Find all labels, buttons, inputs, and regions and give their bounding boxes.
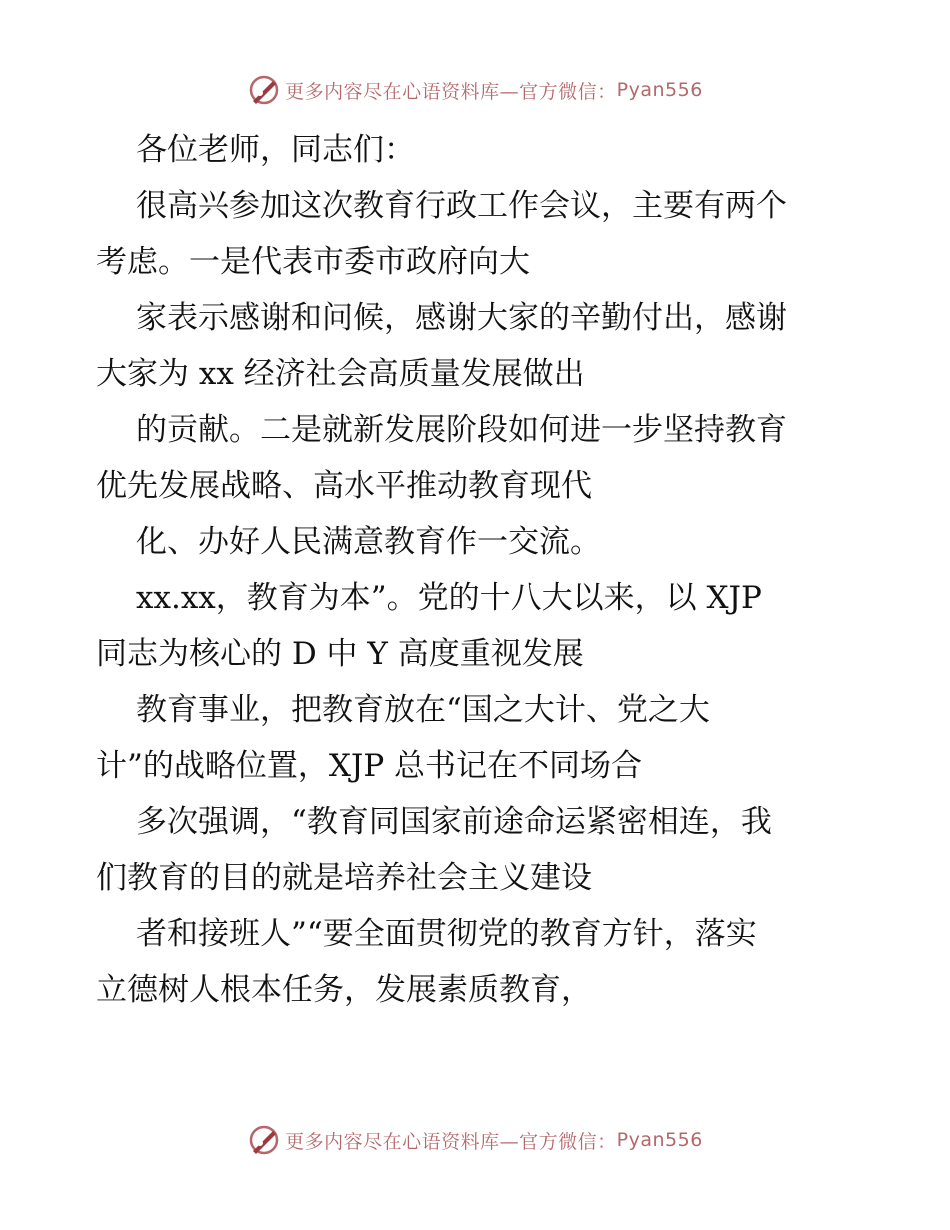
body-line: 同志为核心的 D 中 Y 高度重视发展 [96,636,584,672]
header-banner-text: 更多内容尽在心语资料库—官方微信： [285,80,617,103]
body-line: 大家为 xx 经济社会高质量发展做出 [96,356,585,392]
body-line: 很高兴参加这次教育行政工作会议，主要有两个 [136,188,787,224]
body-line: 教育事业，把教育放在“国之大计、党之大 [136,692,710,728]
footer-banner-text: 更多内容尽在心语资料库—官方微信： [285,1130,617,1153]
body-line: 的贡献。二是就新发展阶段如何进一步坚持教育 [136,412,787,448]
body-line: 考虑。一是代表市委市政府向大 [96,244,530,280]
body-line: 化、办好人民满意教育作一交流。 [136,524,601,560]
body-line: xx.xx，教育为本”。党的十八大以来，以 XJP [136,580,762,616]
footer-banner-contact: Pyan556 [616,1129,703,1151]
logo-pen-icon [247,1123,281,1157]
body-line: 多次强调，“教育同国家前途命运紧密相连，我 [136,804,772,840]
body-line: 各位老师，同志们： [136,132,415,168]
document-body [96,122,866,1018]
body-line: 们教育的目的就是培养社会主义建设 [96,860,592,896]
logo-pen-icon [247,73,281,107]
body-line: 立德树人根本任务，发展素质教育， [96,972,592,1008]
header-banner [0,70,950,110]
body-line: 优先发展战略、高水平推动教育现代 [96,468,592,504]
body-line: 者和接班人”“要全面贯彻党的教育方针，落实 [136,916,757,952]
body-line: 家表示感谢和问候，感谢大家的辛勤付出，感谢 [136,300,787,336]
body-line: 计”的战略位置，XJP 总书记在不同场合 [96,748,643,784]
header-banner-contact: Pyan556 [616,79,703,101]
footer-banner [0,1120,950,1160]
